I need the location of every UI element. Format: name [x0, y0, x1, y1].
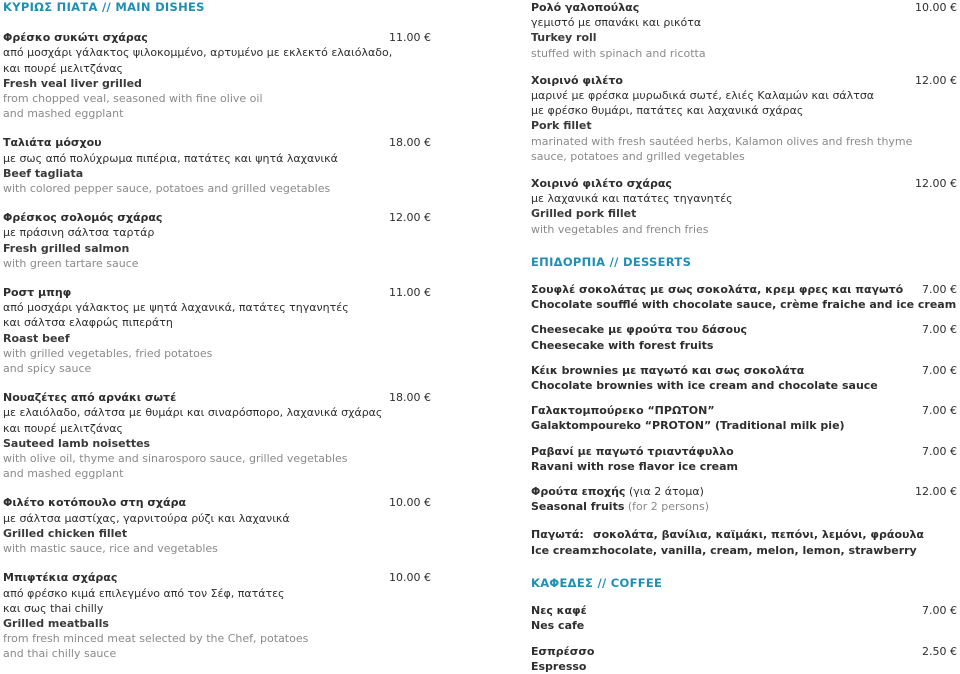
dish-desc-en: with mastic sauce, rice and vegetables: [3, 542, 218, 556]
right-column: [531, 0, 957, 674]
dish-desc-gr: με σως από πολύχρωμα πιπέρια, πατάτες και ψητά λαχανικά: [3, 151, 338, 165]
dish-desc-gr: και σως thai chilly: [3, 601, 104, 615]
flavors-label-gr: Παγωτά:: [531, 528, 584, 542]
dish-desc-gr: από μοσχάρι γάλακτος με ψητά λαχανικά, πατάτες τηγανητές: [3, 301, 349, 315]
dish-price: 11.00 €: [389, 286, 431, 300]
dish-name-en: Ravani with rose flavor ice cream: [531, 459, 739, 473]
dish-name-gr: Ταλιάτα μόσχου: [3, 136, 102, 150]
dish-desc-gr: με σάλτσα μαστίχας, γαρνιτούρα ρύζι και λαχανικά: [3, 511, 290, 525]
dish-name-en: Chocolate brownies with ice cream and chocolate sauce: [531, 379, 878, 393]
dish-price: 12.00 €: [389, 211, 431, 225]
dish-name-gr: Σουφλέ σοκολάτας με σως σοκολάτα, κρεμ φρες και παγωτό: [531, 283, 904, 297]
dish-desc-en: from fresh minced meat selected by the Chef, potatoes: [3, 632, 309, 646]
menu-item: [3, 570, 431, 661]
dish-name-gr: Εσπρέσσο: [531, 644, 595, 658]
dish-price: 7.00 €: [922, 604, 957, 618]
dish-desc-en: and thai chilly sauce: [3, 647, 117, 661]
dish-desc-en: and spicy sauce: [3, 362, 92, 376]
dish-desc-gr: με πράσινη σάλτσα ταρτάρ: [3, 226, 155, 240]
dish-name-en: Espresso: [531, 659, 587, 673]
dish-name-en: Galaktompoureko “PROTON” (Traditional milk pie): [531, 419, 845, 433]
main-dishes-heading: ΚΥΡΙΩΣ ΠΙΑΤΑ // MAIN DISHES: [3, 0, 205, 14]
menu-item: [531, 403, 957, 433]
menu-item: [3, 495, 431, 556]
dish-price: 7.00 €: [922, 283, 957, 297]
dish-name-en: Grilled meatballs: [3, 616, 109, 630]
flavors-value-gr: σοκολάτα, βανίλια, καϊμάκι, πεπόνι, λεμόνι, φράουλα: [593, 528, 924, 542]
dish-desc-en: with vegetables and french fries: [531, 222, 709, 236]
menu-item: [531, 73, 957, 164]
dish-name-gr: Ροστ μπηφ: [3, 286, 72, 300]
dish-price: 2.50 €: [922, 644, 957, 658]
dish-desc-en: with grilled vegetables, fried potatoes: [3, 346, 213, 360]
dish-price: 12.00 €: [915, 177, 957, 191]
dish-name-en: Grilled chicken fillet: [3, 526, 128, 540]
dish-desc-gr: με φρέσκο θυμάρι, πατάτες και λαχανικά σχάρας: [531, 104, 804, 118]
dish-price: 7.00 €: [922, 323, 957, 337]
dish-name-gr: Κέικ brownies με παγωτό και σως σοκολάτα: [531, 363, 805, 377]
dish-name-gr: [531, 484, 957, 499]
dish-price: 10.00 €: [389, 496, 431, 510]
menu-item: [531, 444, 957, 474]
dish-name-gr: Χοιρινό φιλέτο: [531, 73, 623, 87]
dish-desc-en: with green tartare sauce: [3, 256, 139, 270]
dish-price: 11.00 €: [389, 31, 431, 45]
dish-desc-en: with colored pepper sauce, potatoes and grilled vegetables: [3, 182, 331, 196]
dish-name-en: Pork fillet: [531, 119, 592, 133]
menu-item: [531, 363, 957, 393]
dish-price: 18.00 €: [389, 391, 431, 405]
dish-desc-gr: γεμιστό με σπανάκι και ρικότα: [531, 16, 702, 30]
menu-item: [3, 285, 431, 376]
dish-desc-en: with olive oil, thyme and sinarosporo sauce, grilled vegetables: [3, 452, 348, 466]
dish-name-gr: Χοιρινό φιλέτο σχάρας: [531, 177, 672, 191]
menu-item: [531, 0, 957, 61]
dish-price: 12.00 €: [915, 73, 957, 87]
dish-name-gr-note: (για 2 άτομα): [625, 485, 704, 499]
dish-name-gr: Φρέσκο συκώτι σχάρας: [3, 31, 148, 45]
dish-name-gr: Ραβανί με παγωτό τριαντάφυλλο: [531, 444, 734, 458]
menu-item: [3, 210, 431, 271]
dish-name-gr: Φιλέτο κοτόπουλο στη σχάρα: [3, 496, 187, 510]
dish-name-en: Sauteed lamb noisettes: [3, 436, 151, 450]
dish-name-en: Cheesecake with forest fruits: [531, 338, 714, 352]
dish-name-gr: Cheesecake με φρούτα του δάσους: [531, 323, 748, 337]
dish-desc-gr: με ελαιόλαδο, σάλτσα με θυμάρι και σιναρόσπορο, λαχανικά σχάρας: [3, 406, 383, 420]
dish-desc-gr: μαρινέ με φρέσκα μυρωδικά σωτέ, ελιές Καλαμών και σάλτσα: [531, 89, 875, 103]
dish-desc-gr: με λαχανικά και πατάτες τηγανητές: [531, 192, 733, 206]
dish-name-en-bold: Seasonal fruits: [531, 500, 625, 514]
dish-desc-gr: από μοσχάρι γάλακτος ψιλοκομμένο, αρτυμένο με εκλεκτό ελαιόλαδο,: [3, 46, 393, 60]
dish-desc-gr: και πουρέ μελιτζάνας: [3, 421, 123, 435]
dish-price: 10.00 €: [389, 571, 431, 585]
dish-desc-en: and mashed eggplant: [3, 107, 124, 121]
dish-name-gr-bold: Φρούτα εποχής: [531, 485, 626, 499]
menu-item: [3, 390, 431, 481]
dish-name-gr: Φρέσκος σολομός σχάρας: [3, 211, 163, 225]
dish-desc-gr: από φρέσκο κιμά επιλεγμένο από τον Σέφ, πατάτες: [3, 586, 285, 600]
menu-item: [531, 282, 957, 312]
flavors-value-en: chocolate, vanilla, cream, melon, lemon, strawberry: [593, 543, 917, 557]
dish-name-en: Fresh grilled salmon: [3, 241, 130, 255]
flavors-label-en: Ice cream:: [531, 543, 596, 557]
ice-cream-flavors: [531, 527, 957, 557]
dish-desc-gr: και σάλτσα ελαφρώς πιπεράτη: [3, 316, 173, 330]
menu-item: [531, 603, 957, 633]
dish-desc-en: from chopped veal, seasoned with fine olive oil: [3, 92, 263, 106]
main-dishes-column: [3, 0, 431, 662]
dish-name-en: Nes cafe: [531, 619, 585, 633]
dish-price: 10.00 €: [915, 1, 957, 14]
dish-desc-en: sauce, potatoes and grilled vegetables: [531, 149, 745, 163]
dish-desc-en: and mashed eggplant: [3, 467, 124, 481]
dish-desc-en: marinated with fresh sautéed herbs, Kalamon olives and fresh thyme: [531, 134, 913, 148]
menu-item: [3, 135, 431, 196]
dish-name-gr: Νες καφέ: [531, 604, 587, 618]
dish-name-en: Roast beef: [3, 331, 70, 345]
menu-item: [531, 322, 957, 352]
dish-name-gr: Ρολό γαλοπούλας: [531, 1, 640, 14]
menu-item: [3, 30, 431, 121]
desserts-heading: ΕΠΙΔΟΡΠΙΑ // DESSERTS: [531, 254, 692, 269]
dish-price: 7.00 €: [922, 404, 957, 418]
dish-name-gr: Γαλακτομπούρεκο “ΠΡΩΤΟΝ”: [531, 404, 715, 418]
dish-price: 18.00 €: [389, 136, 431, 150]
dish-name-en: Turkey roll: [531, 31, 597, 45]
menu-item: [531, 484, 957, 514]
dish-name-en: [531, 499, 957, 514]
dish-name-en-note: (for 2 persons): [624, 500, 710, 514]
dish-name-en: Beef tagliata: [3, 166, 84, 180]
menu-item: [531, 644, 957, 674]
dish-price: 12.00 €: [915, 485, 957, 499]
dish-name-en: Chocolate soufflé with chocolate sauce, crème fraiche and ice cream: [531, 298, 957, 312]
dish-price: 7.00 €: [922, 363, 957, 377]
menu-item: [531, 176, 957, 237]
dish-desc-en: stuffed with spinach and ricotta: [531, 46, 706, 60]
coffee-heading: ΚΑΦΕΔΕΣ // COFFEE: [531, 575, 663, 590]
dish-desc-gr: και πουρέ μελιτζάνας: [3, 61, 123, 75]
dish-name-en: Fresh veal liver grilled: [3, 76, 142, 90]
dish-name-en: Grilled pork fillet: [531, 207, 637, 221]
dish-price: 7.00 €: [922, 444, 957, 458]
dish-name-gr: Νουαζέτες από αρνάκι σωτέ: [3, 391, 177, 405]
dish-name-gr: Μπιφτέκια σχάρας: [3, 571, 118, 585]
